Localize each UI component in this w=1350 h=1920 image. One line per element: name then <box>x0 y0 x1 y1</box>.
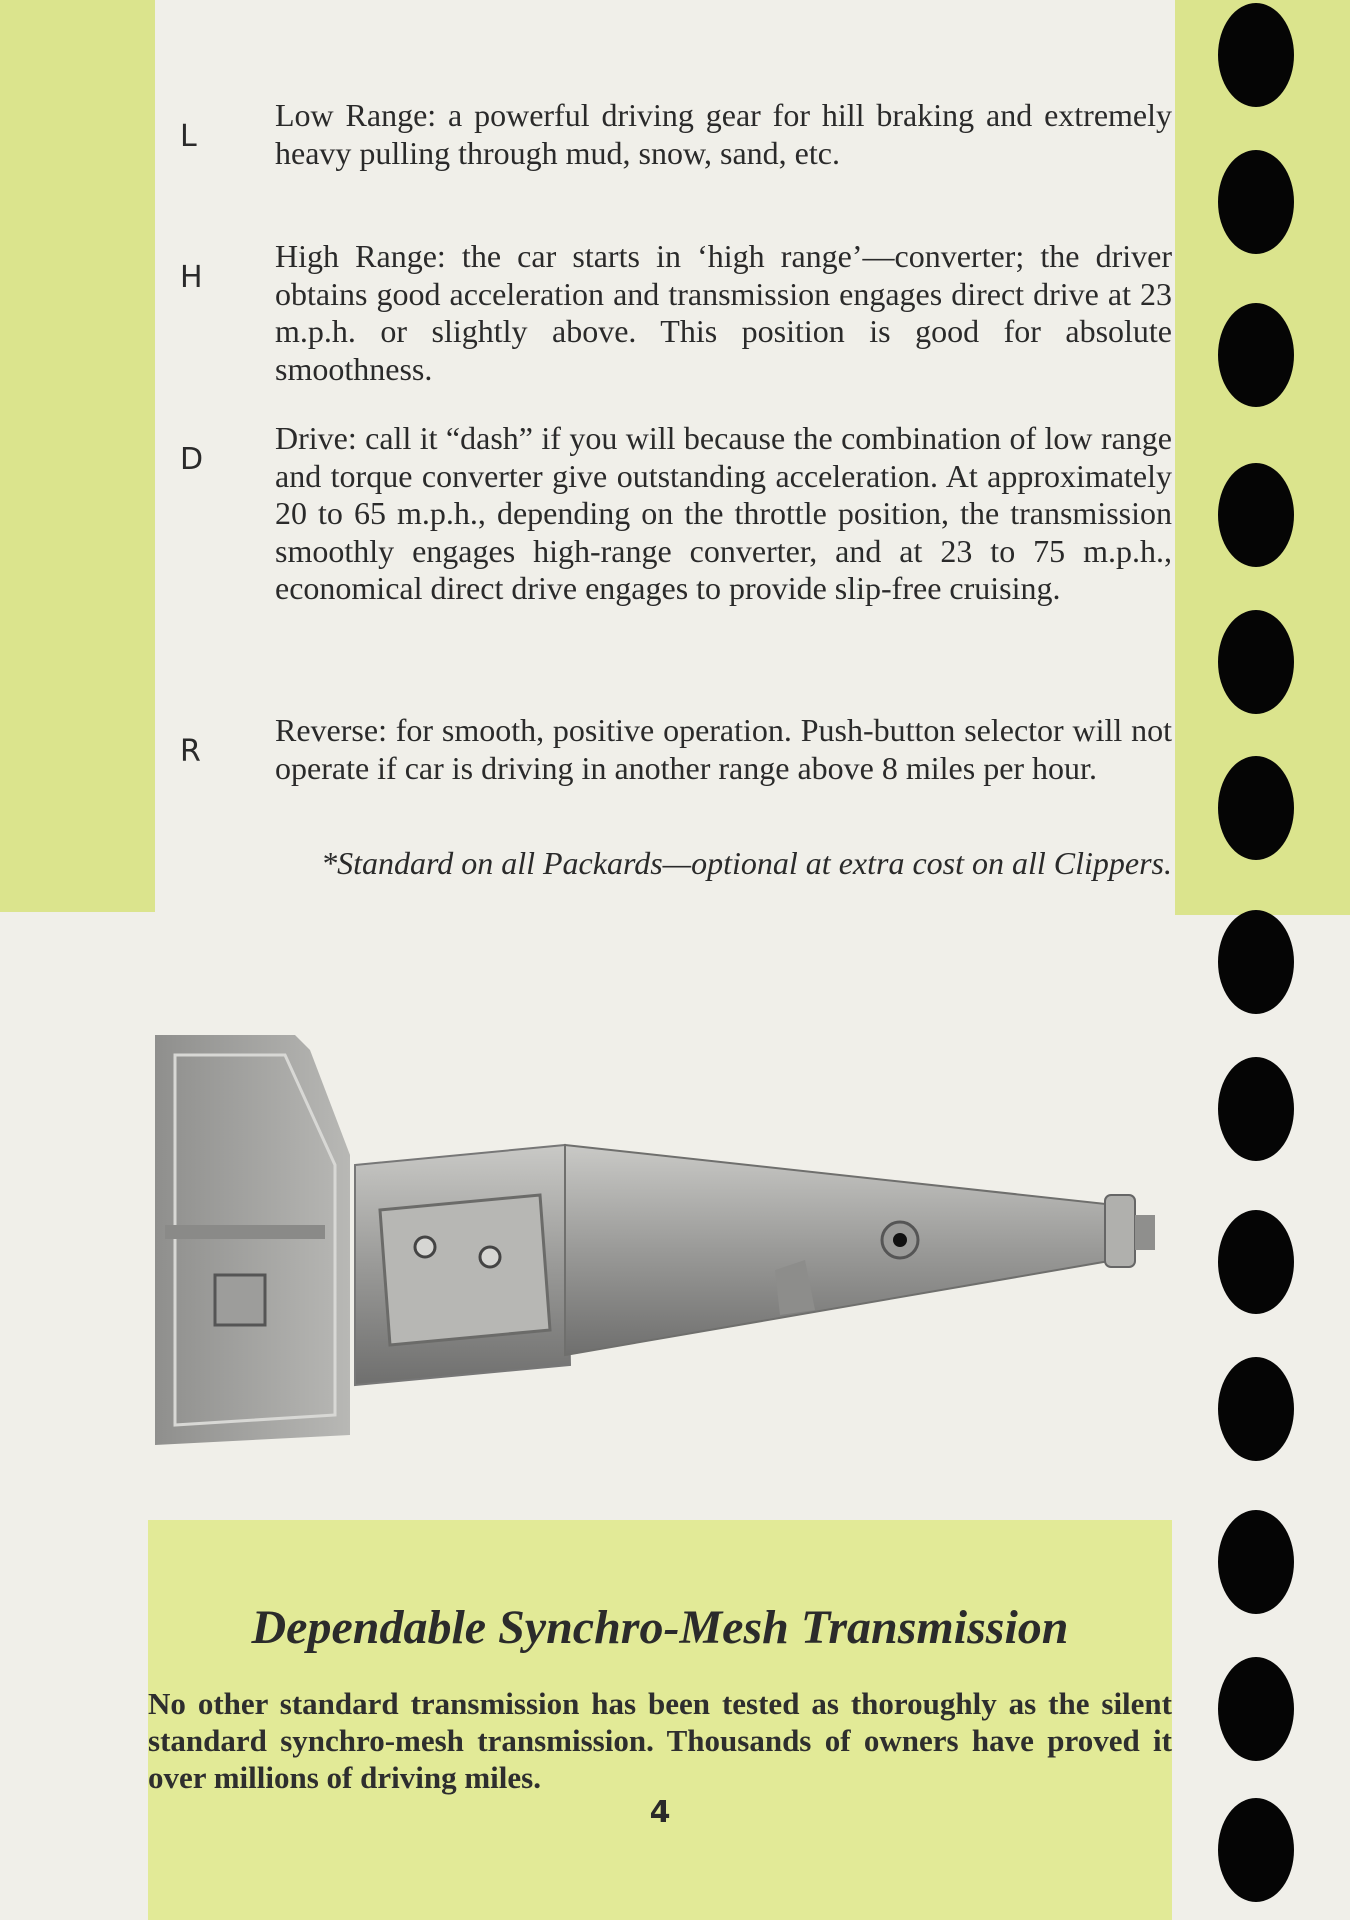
gear-entry-reverse <box>150 712 1172 787</box>
binder-hole <box>1218 1798 1294 1902</box>
gear-letter: H <box>180 260 203 295</box>
gear-description: High Range: the car starts in ‘high range’—converter; the driver obtains good acceleration and transmission engages direct drive at 23 m.p.h. or slightly above. This position is good for absolute smoothness. <box>275 238 1172 387</box>
gear-entry-drive <box>150 420 1172 608</box>
gear-entry-low <box>150 97 1172 172</box>
gear-letter: L <box>180 119 197 154</box>
binder-hole <box>1218 610 1294 714</box>
binder-hole <box>1218 756 1294 860</box>
gear-description: Low Range: a powerful driving gear for hill braking and extremely heavy pulling through mud, snow, sand, etc. <box>275 97 1172 171</box>
page-number: 4 <box>649 1795 671 1830</box>
binder-hole <box>1218 1510 1294 1614</box>
synchro-mesh-section <box>148 1520 1172 1920</box>
binder-hole <box>1218 1057 1294 1161</box>
binder-hole <box>1218 1210 1294 1314</box>
section-heading: Dependable Synchro-Mesh Transmission <box>251 1601 1069 1654</box>
gear-letter: R <box>180 734 201 769</box>
footnote: *Standard on all Packards—optional at extra cost on all Clippers. <box>321 845 1172 881</box>
left-color-stripe <box>0 0 155 912</box>
binder-hole <box>1218 1357 1294 1461</box>
binder-hole <box>1218 463 1294 567</box>
gear-entry-high <box>150 238 1172 388</box>
gear-description: Reverse: for smooth, positive operation. Push-button selector will not operate if car is driving in another range above 8 miles per hour. <box>275 712 1172 786</box>
binder-hole <box>1218 1657 1294 1761</box>
section-body: No other standard transmission has been tested as thoroughly as the silent standard synchro-mesh transmission. Thousands of owners have proved it over millions of driving miles. <box>148 1686 1172 1795</box>
binder-hole <box>1218 3 1294 107</box>
binder-hole <box>1218 150 1294 254</box>
binder-hole <box>1218 303 1294 407</box>
binder-hole <box>1218 910 1294 1014</box>
gear-letter: D <box>180 442 204 477</box>
transmission-illustration <box>155 1035 1170 1445</box>
gear-description: Drive: call it “dash” if you will because the combination of low range and torque converter give outstanding acceleration. At approximately 20 to 65 m.p.h., depending on the throttle position, the transmission smoothly engages high-range converter, and at 23 to 75 m.p.h., economical direct drive engages to provide slip-free cruising. <box>275 420 1172 606</box>
